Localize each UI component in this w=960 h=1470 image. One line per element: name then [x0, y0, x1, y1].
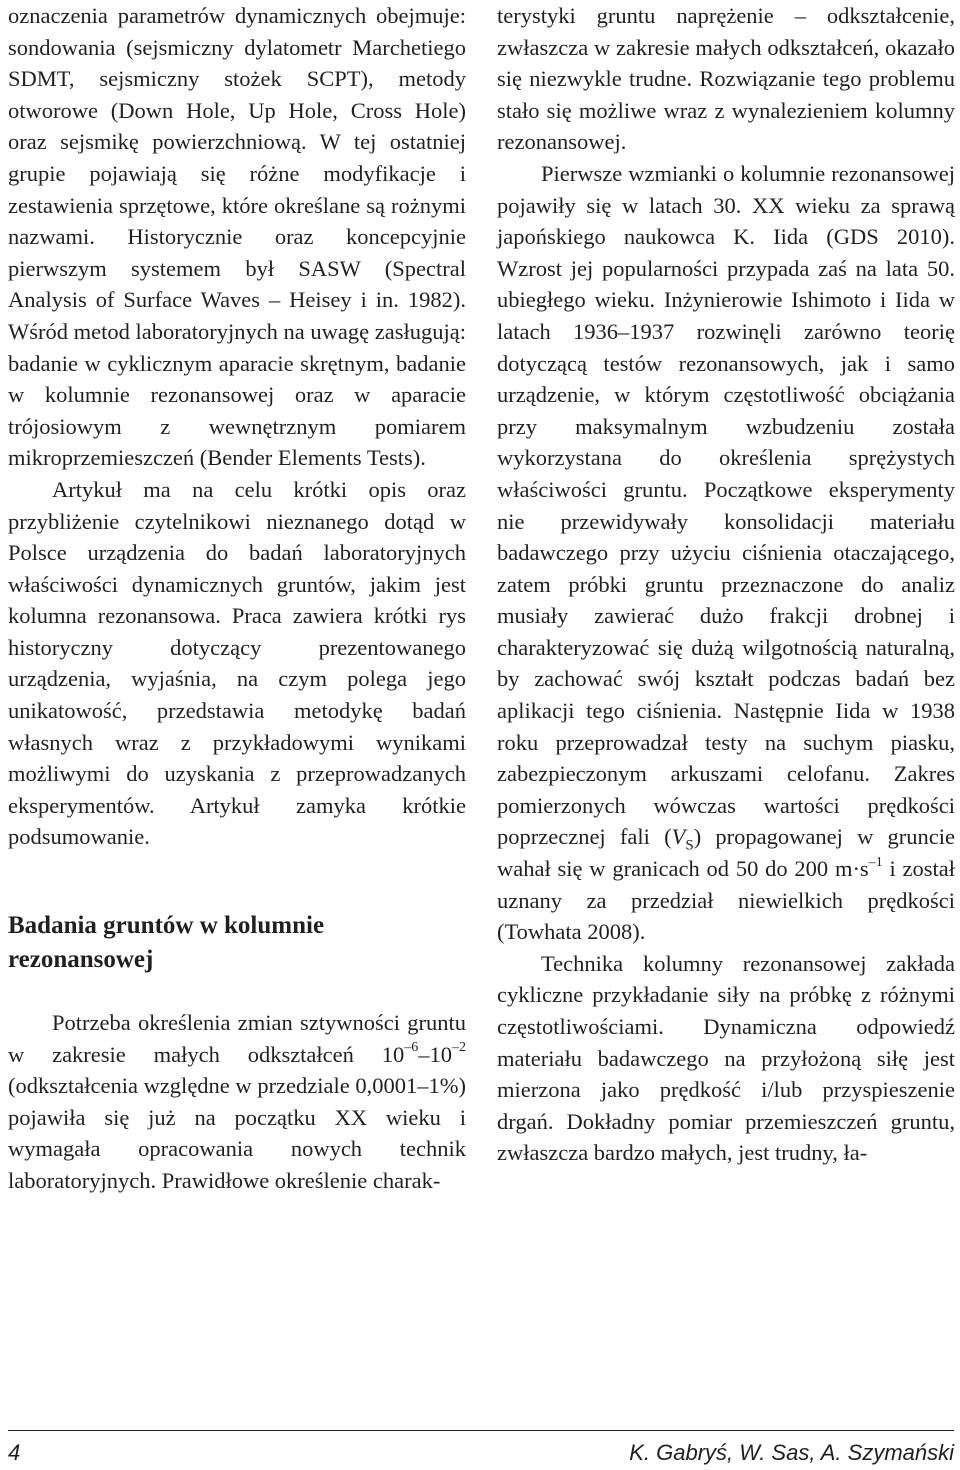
page-footer — [0, 1420, 960, 1470]
velocity-symbol: V — [671, 824, 686, 850]
right-paragraph-1: terystyki gruntu naprężenie – odkształcenie, zwłaszcza w zakresie małych odkształceń, okazało się niezwykle trudne. Rozwiązanie tego problemu stało się możliwe wraz z wynalezieniem kolumny rezonansowej. — [497, 3, 955, 155]
right-paragraph-2 — [497, 158, 955, 948]
right-paragraph-2-part-c: i został uznany za przedział niewielkich prędkości (Towhata 2008). — [497, 856, 956, 945]
velocity-subscript: S — [685, 837, 694, 854]
left-paragraph-3-part-a: Potrzeba określenia zmian sztywności gruntu w zakresie małych odkształceń 10 — [8, 1010, 466, 1067]
footer-rule — [8, 1430, 954, 1431]
footer-authors: K. Gabryś, W. Sas, A. Szymański — [629, 1440, 954, 1465]
page-number: 4 — [8, 1440, 21, 1465]
left-paragraph-1: oznaczenia parametrów dynamicznych obejmuje: sondowania (sejsmiczny dylatometr Marchetiego SDMT, sejsmiczny stożek SCPT), metody otworowe (Down Hole, Up Hole, Cross Hole) oraz sejsmikę powierzchniową. W tej ostatniej grupie pojawiają się różne modyfikacje i zestawienia sprzętowe, które określane są rożnymi nazwami. Historycznie oraz koncepcyjnie pierwszym systemem był SASW (Spectral Analysis of Surface Waves – Heisey i in. 1982). Wśród metod laboratoryjnych na uwagę zasługują: badanie w cyklicznym aparacie skrętnym, badanie w kolumnie rezonansowej oraz w aparacie trójosiowym z wewnętrznym pomiarem mikroprzemieszczeń (Bender Elements Tests). — [8, 3, 466, 471]
right-paragraph-3: Technika kolumny rezonansowej zakłada cykliczne przykładanie siły na próbkę z różnymi częstotliwościami. Dynamiczna odpowiedź materiału badawczego na przyłożoną siłę jest mierzona jako prędkość i/lub przyspieszenie drgań. Dokładny pomiar przemieszczeń gruntu, zwłaszcza bardzo małych, jest trudny, ła- — [497, 950, 955, 1166]
section-heading — [8, 909, 466, 977]
exponent-1: –6 — [404, 1040, 419, 1056]
left-paragraph-3-part-b: –10 — [418, 1041, 452, 1067]
left-column — [8, 0, 466, 1197]
exponent-2: –2 — [452, 1040, 466, 1056]
left-paragraph-3 — [8, 1007, 466, 1197]
right-column — [497, 0, 955, 1169]
section-heading-line-1: Badania gruntów w kolumnie — [8, 912, 325, 940]
left-paragraph-3-part-c: (odkształcenia względne w przedziale 0,0001–1%) pojawiła się już na początku XX wieku i wymagała opracowania nowych technik laboratoryjnych. Prawidłowe określenie charak- — [8, 1073, 466, 1193]
unit-exponent: –1 — [868, 854, 883, 870]
right-paragraph-2-part-a: Pierwsze wzmianki o kolumnie rezonansowej pojawiły się w latach 30. XX wieku za sprawą japońskiego naukowca K. Iida (GDS 2010). Wzrost jej popularności przypada zaś na lata 50. ubiegłego wieku. Inżynierowie Ishimoto i Iida w latach 1936–1937 rozwinęli zarówno teorię dotyczącą testów rezonansowych, jak i samo urządzenie, w którym częstotliwość obciążania przy maksymalnym wzbudzeniu została wykorzystana do określenia sprężystych właściwości gruntu. Początkowe eksperymenty nie przewidywały konsolidacji materiału badawczego przy użyciu ciśnienia otaczającego, zatem próbki gruntu przeznaczone do analiz musiały zawierać dużo frakcji drobnej i charakteryzować się dużą wilgotnością naturalną, by zachować swój kształt podczas badań bez aplikacji tego ciśnienia. Następnie Iida w 1938 roku przeprowadzał testy na suchym piasku, zabezpieczonym arkuszami celofanu. Zakres pomierzonych wówczas wartości prędkości poprzecznej fali ( — [497, 160, 955, 850]
left-paragraph-2: Artykuł ma na celu krótki opis oraz przybliżenie czytelnikowi nieznanego dotąd w Polsce urządzenia do badań laboratoryjnych właściwości dynamicznych gruntów, jakim jest kolumna rezonansowa. Praca zawiera krótki rys historyczny dotyczący prezentowanego urządzenia, wyjaśnia, na czym polega jego unikatowość, przedstawia metodykę badań własnych wraz z przykładowymi wynikami możliwymi do uzyskania z przeprowadzanych eksperymentów. Artykuł zamyka krótkie podsumowanie. — [8, 476, 466, 850]
right-paragraph-2-part-b: ) propagowanej w gruncie wahał się w granicach od 50 do 200 m·s — [497, 824, 955, 882]
section-heading-line-2: rezonansowej — [8, 946, 154, 974]
